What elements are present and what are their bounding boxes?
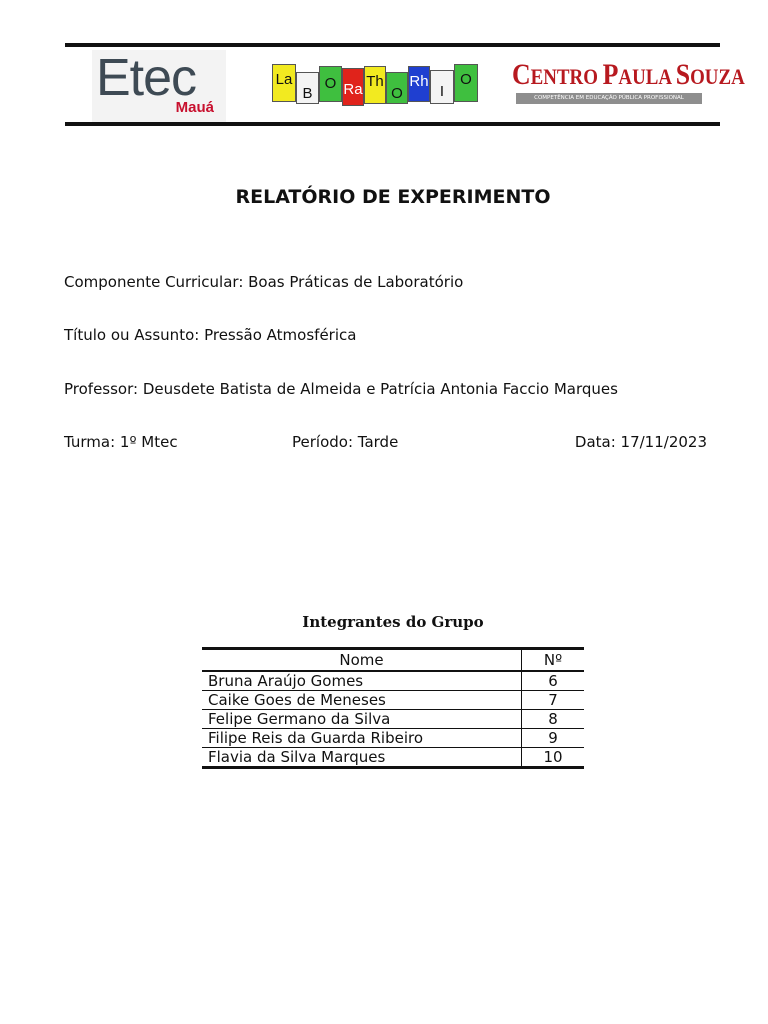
- table-row: [202, 729, 584, 748]
- cps-logo-tagline: COMPETÊNCIA EM EDUCAÇÃO PÚBLICA PROFISSIONAL: [516, 93, 702, 104]
- member-number: 9: [522, 729, 585, 748]
- member-name: Flavia da Silva Marques: [202, 748, 522, 768]
- member-number: 8: [522, 710, 585, 729]
- field-componente-curricular: Componente Curricular: Boas Práticas de Laboratório: [64, 273, 464, 291]
- document-title: RELATÓRIO DE EXPERIMENTO: [235, 186, 551, 208]
- column-header-number: Nº: [522, 649, 585, 672]
- table-row: [202, 691, 584, 710]
- cps-logo-title: CENTRO PAULA SOUZA: [512, 58, 745, 91]
- member-number: 10: [522, 748, 585, 768]
- members-table-header: [202, 649, 584, 672]
- member-number: 6: [522, 671, 585, 691]
- element-symbol: O: [460, 71, 472, 88]
- field-professor: Professor: Deusdete Batista de Almeida e Patrícia Antonia Faccio Marques: [64, 380, 618, 398]
- member-name: Felipe Germano da Silva: [202, 710, 522, 729]
- element-symbol: B: [302, 85, 313, 102]
- element-tile: [430, 70, 454, 104]
- element-tile: [296, 72, 319, 104]
- element-symbol: Rh: [409, 73, 429, 90]
- element-tile: [386, 72, 408, 104]
- header-top-rule: [65, 43, 720, 47]
- table-row: [202, 671, 584, 691]
- member-name: Caike Goes de Meneses: [202, 691, 522, 710]
- field-turma: Turma: 1º Mtec: [64, 433, 178, 451]
- etec-logo: [92, 50, 226, 122]
- table-row: [202, 748, 584, 768]
- element-symbol: La: [275, 71, 293, 88]
- member-name: Filipe Reis da Guarda Ribeiro: [202, 729, 522, 748]
- table-row: [202, 710, 584, 729]
- group-heading: Integrantes do Grupo: [302, 613, 484, 631]
- field-data: Data: 17/11/2023: [574, 433, 707, 451]
- element-symbol: O: [324, 75, 337, 92]
- member-number: 7: [522, 691, 585, 710]
- etec-logo-word: Etec: [96, 49, 197, 107]
- member-name: Bruna Araújo Gomes: [202, 671, 522, 691]
- element-symbol: Ra: [343, 81, 363, 98]
- element-tile: [408, 66, 430, 102]
- element-tile: [364, 66, 386, 104]
- element-symbol: Th: [366, 73, 384, 90]
- header-bottom-rule: [65, 122, 720, 126]
- element-tile: [272, 64, 296, 102]
- column-header-name: Nome: [202, 649, 522, 672]
- laboratorio-logo: [272, 62, 480, 106]
- field-titulo-assunto: Título ou Assunto: Pressão Atmosférica: [64, 326, 357, 344]
- element-symbol: I: [439, 83, 445, 100]
- element-tile: [342, 68, 364, 106]
- etec-logo-sub: Mauá: [175, 99, 214, 116]
- element-symbol: O: [391, 85, 403, 102]
- element-tile: [454, 64, 478, 102]
- element-tile: [319, 66, 342, 102]
- members-table: [202, 647, 584, 769]
- centro-paula-souza-logo: [512, 58, 745, 108]
- field-periodo: Período: Tarde: [292, 433, 399, 451]
